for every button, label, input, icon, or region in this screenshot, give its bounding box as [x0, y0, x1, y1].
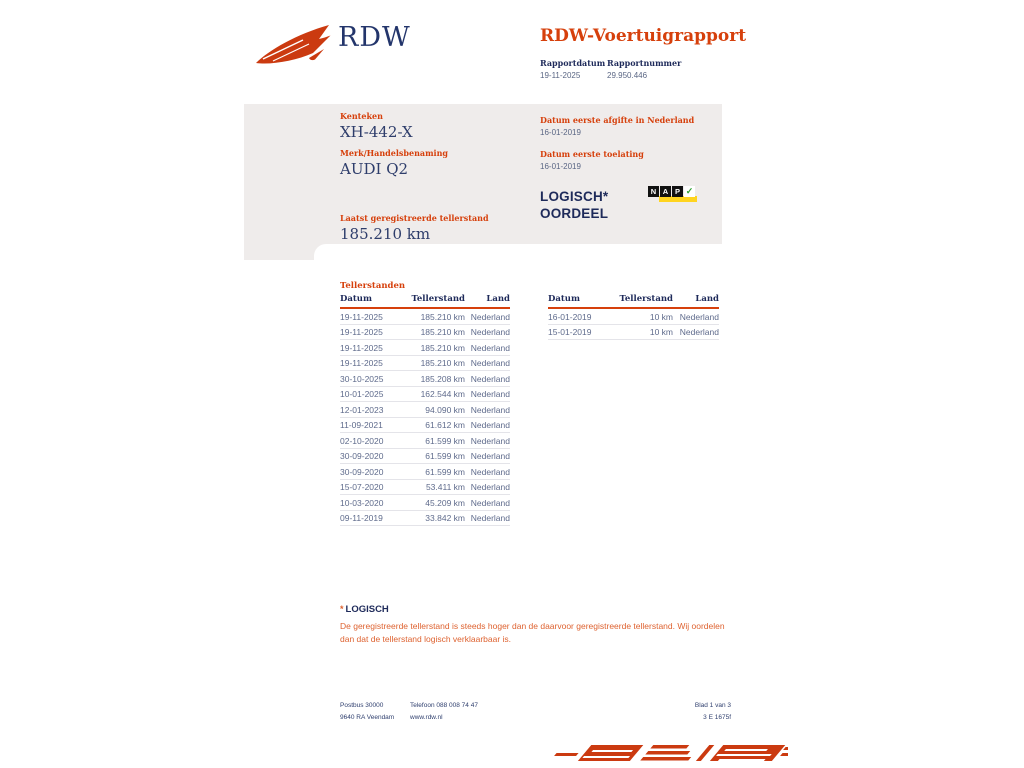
cell-datum: 19-11-2025 [340, 340, 402, 356]
cell-land: Nederland [465, 324, 510, 340]
tellerstanden-heading: Tellerstanden [340, 281, 406, 291]
cell-land: Nederland [465, 340, 510, 356]
odometer-table-left-body [340, 308, 510, 526]
nap-logo [648, 186, 698, 204]
eerste-toelating-label: Datum eerste toelating [540, 149, 644, 159]
col-header-land: Land [465, 292, 510, 308]
cell-datum: 02-10-2020 [340, 433, 402, 449]
table-row [548, 308, 719, 324]
cell-tellerstand: 185.210 km [402, 324, 465, 340]
cell-datum: 16-01-2019 [548, 308, 610, 324]
cell-land: Nederland [465, 433, 510, 449]
cell-datum: 12-01-2023 [340, 402, 402, 418]
nap-letter-a: A [660, 186, 671, 197]
cell-land: Nederland [465, 386, 510, 402]
table-row [340, 495, 510, 511]
cell-land: Nederland [465, 402, 510, 418]
table-row [340, 355, 510, 371]
field-tellerstand [340, 213, 489, 243]
kenteken-value: XH-442-X [340, 123, 413, 141]
cell-land: Nederland [465, 448, 510, 464]
cell-tellerstand: 162.544 km [402, 386, 465, 402]
cell-land: Nederland [465, 308, 510, 324]
verdict-line2: OORDEEL [540, 206, 609, 221]
table-row [340, 371, 510, 387]
kenteken-label: Kenteken [340, 111, 383, 121]
cell-tellerstand: 94.090 km [402, 402, 465, 418]
table-row [340, 402, 510, 418]
table-row [548, 324, 719, 340]
footnote [340, 604, 736, 646]
table-row [340, 448, 510, 464]
table-row [340, 510, 510, 526]
cell-tellerstand: 10 km [610, 324, 673, 340]
cell-datum: 15-01-2019 [548, 324, 610, 340]
table-row [340, 386, 510, 402]
cell-datum: 10-03-2020 [340, 495, 402, 511]
footer-address [340, 700, 394, 724]
panel-notch [314, 244, 724, 260]
eerste-toelating-value: 16-01-2019 [540, 162, 581, 171]
page-title: RDW-Voertuigrapport [540, 26, 747, 46]
cell-tellerstand: 10 km [610, 308, 673, 324]
cell-land: Nederland [465, 479, 510, 495]
footer-form-code: 3 E 1675f [703, 714, 731, 721]
col-header-datum: Datum [548, 292, 610, 308]
footer-page-info [601, 700, 731, 724]
cell-land: Nederland [673, 324, 719, 340]
table-row [340, 433, 510, 449]
report-number-value: 29.950.446 [607, 71, 648, 80]
cell-land: Nederland [465, 464, 510, 480]
table-row [340, 464, 510, 480]
table-header-row [548, 292, 719, 308]
footer-phone: Telefoon 088 008 74 47 [410, 702, 478, 709]
table-row [340, 479, 510, 495]
table-row [340, 340, 510, 356]
cell-land: Nederland [465, 355, 510, 371]
nap-letter-n: N [648, 186, 659, 197]
cell-land: Nederland [465, 510, 510, 526]
cell-datum: 19-11-2025 [340, 308, 402, 324]
cell-datum: 10-01-2025 [340, 386, 402, 402]
rdw-wordmark: RDW [338, 22, 411, 53]
report-number [607, 58, 681, 80]
field-merk [340, 148, 448, 178]
cell-tellerstand: 61.599 km [402, 464, 465, 480]
rdw-logo-icon [253, 22, 337, 68]
cell-land: Nederland [465, 417, 510, 433]
report-date-label: Rapportdatum [540, 58, 606, 68]
table-row [340, 324, 510, 340]
eerste-afgifte-value: 16-01-2019 [540, 128, 581, 137]
col-header-datum: Datum [340, 292, 402, 308]
footnote-body: De geregistreerde tellerstand is steeds hoger dan de daarvoor geregistreerde tellerstand. Wij oordelen dan dat de tellerstand logisch verklaarbaar is. [340, 621, 725, 644]
table-header-row [340, 292, 510, 308]
col-header-tellerstand: Tellerstand [610, 292, 673, 308]
report-date [540, 58, 605, 80]
cell-datum: 30-10-2025 [340, 371, 402, 387]
nap-check-icon: ✓ [685, 186, 694, 196]
cell-land: Nederland [465, 495, 510, 511]
cell-datum: 30-09-2020 [340, 448, 402, 464]
merk-label: Merk/Handelsbenaming [340, 148, 449, 158]
table-row [340, 308, 510, 324]
odometer-table-left [340, 292, 510, 526]
footer-contact [410, 700, 478, 724]
footer-address-line1: Postbus 30000 [340, 702, 384, 709]
speed-stripes-graphic-icon [538, 737, 788, 768]
eerste-afgifte-label: Datum eerste afgifte in Nederland [540, 115, 695, 125]
cell-datum: 19-11-2025 [340, 324, 402, 340]
merk-value: AUDI Q2 [340, 160, 409, 178]
cell-tellerstand: 33.842 km [402, 510, 465, 526]
cell-land: Nederland [673, 308, 719, 324]
col-header-tellerstand: Tellerstand [402, 292, 465, 308]
cell-datum: 15-07-2020 [340, 479, 402, 495]
cell-tellerstand: 61.612 km [402, 417, 465, 433]
odometer-table-right-body [548, 308, 719, 340]
cell-datum: 11-09-2021 [340, 417, 402, 433]
footer-website: www.rdw.nl [410, 714, 443, 721]
report-date-value: 19-11-2025 [540, 71, 581, 80]
cell-datum: 09-11-2019 [340, 510, 402, 526]
tellerstand-label: Laatst geregistreerde tellerstand [340, 213, 489, 223]
field-eerste-toelating [540, 149, 644, 171]
verdict-line1: LOGISCH* [540, 189, 609, 204]
report-number-label: Rapportnummer [607, 58, 682, 68]
footnote-asterisk: * [340, 604, 344, 614]
verdict-text [540, 188, 608, 222]
cell-datum: 30-09-2020 [340, 464, 402, 480]
footer-address-line2: 9640 RA Veendam [340, 714, 395, 721]
cell-datum: 19-11-2025 [340, 355, 402, 371]
col-header-land: Land [673, 292, 719, 308]
field-eerste-afgifte [540, 115, 694, 137]
odometer-table-right [548, 292, 719, 340]
field-kenteken [340, 111, 413, 141]
cell-tellerstand: 45.209 km [402, 495, 465, 511]
cell-tellerstand: 61.599 km [402, 433, 465, 449]
footnote-title-text: LOGISCH [345, 604, 389, 615]
nap-letter-p: P [672, 186, 683, 197]
table-row [340, 417, 510, 433]
cell-tellerstand: 185.210 km [402, 340, 465, 356]
cell-tellerstand: 185.208 km [402, 371, 465, 387]
tellerstand-value: 185.210 km [340, 225, 431, 243]
cell-tellerstand: 61.599 km [402, 448, 465, 464]
cell-tellerstand: 185.210 km [402, 355, 465, 371]
footnote-title [340, 604, 736, 615]
cell-tellerstand: 185.210 km [402, 308, 465, 324]
footer-page-number: Blad 1 van 3 [694, 702, 731, 709]
cell-tellerstand: 53.411 km [402, 479, 465, 495]
nap-letter-boxes [648, 186, 695, 197]
cell-land: Nederland [465, 371, 510, 387]
